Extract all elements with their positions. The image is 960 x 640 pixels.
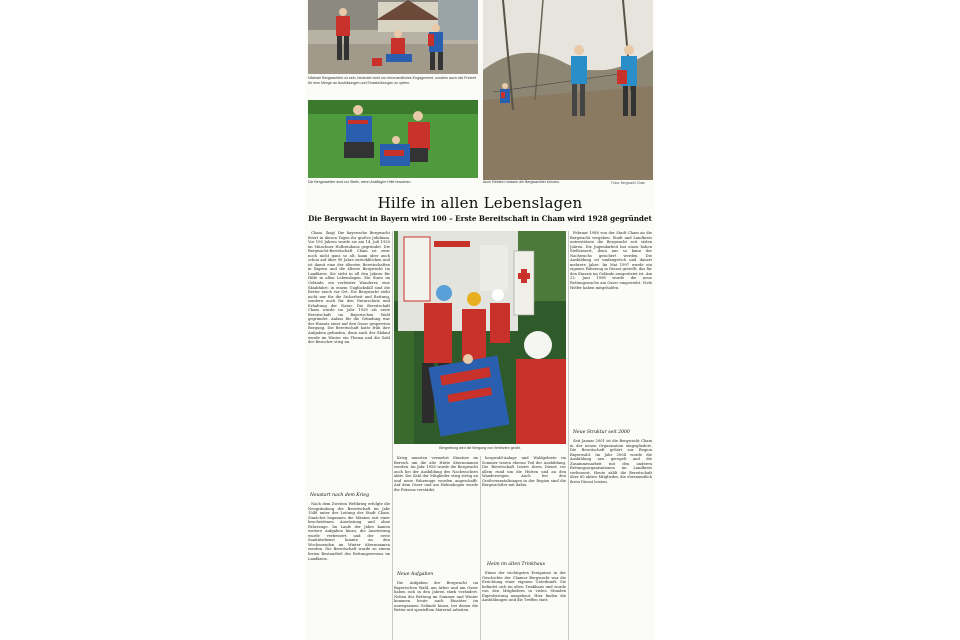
article-column-3-bottom-text: bergwald-Anlage und Waldgebiete im Sommer waren ebenso Teil der Ausbildung. Die Bereitschaft leistet ihren Dienst vor allem rund um die Hütten und an den Wanderwegen. Auch bei den Großveranstaltungen in der Region sind die Bergwachtler mit dabei. [482,456,566,488]
photo-ambulance-rescue [394,231,566,444]
article-headline: Hilfe in allen Lebenslagen [377,194,583,212]
photo-forest-slope [483,0,653,180]
article-column-4-top [570,231,652,427]
photo-team-rescue [308,0,478,74]
column-divider-1 [392,231,393,640]
article-column-1-top [308,231,390,489]
article-column-4-bottom [570,439,652,640]
column-divider-2 [480,456,481,640]
photo-forest-slope-image [483,0,653,180]
article-column-1-top-text: Cham. (kap) Die bayerische Bergwacht feiert in diesen Tagen ihr großes Jubiläum. Vor 100 Jahren wurde sie am 14. Juli 1920 im Münchner Hofbräuhaus gegründet. Die Bergwacht-Bereitschaft Cham ist zwar noch nicht ganz so alt, kann aber auch schon auf über 90 Jahre zurückblicken und ist damit eine der ältesten Bereitschaften in Bayern und die älteste Bergwacht im Landkreis. Sie steht in all den Jahren für Hilfe in allen Lebenslagen. Ein Sturz im Gelände, ein verletzter Wanderer, eine Skiabfahrt: in einem Unglücksfall sind die Retter rasch vor Ort. Die Bergwacht steht nicht nur für die Sicherheit und Rettung, sondern auch für den Naturschutz und Erhaltung der Natur. Die Bereitschaft Cham wurde im Jahr 1928 als erste Bereitschaft im Bayerischen Wald gegründet. Anlass für die Gründung war der Einsatz einer auf den Osser gesperrten Bergung. Die Bereitschaft hatte früh ihre Aufgaben gefunden, denn auch der Skilauf wurde im Winter ein Thema und die Zahl der Besucher stieg an. [308,231,390,345]
photo-team-rescue-image [308,0,478,74]
caption-center: Bergrettung wird die Bergung von Verletzten geübt. [439,446,521,450]
article-column-3-bottom2-text: Einen der wichtigsten Ereignisse in der Geschichte der Chamer Bergwacht war die Errichtung einer eigenen Unterkunft. Sie befindet sich im alten Trinkhaus und wurde von den Mitgliedern in vielen Stunden Eigenleistung ausgebaut. Hier finden die Ausbildungen und die Treffen statt. [482,571,566,603]
article-column-4-top-text: Februar 1988 von der Stadt Cham an die Bergwacht vergeben. Stadt und Landkreis unterstützen die Bergwacht seit vielen Jahren. Die Jugendarbeit hat einen hohen Stellenwert, denn nur so kann der Nachwuchs gesichert werden. Die Ausbildung ist umfangreich und dauert mehrere Jahre. Im Mai 1997 wurde ein eigenes Fahrzeug in Dienst gestellt, das für den Einsatz im Gelände ausgerüstet ist. Am 22. Juni 1998 wurde die neue Rettungswache am Osser eingeweiht. Viele Helfer haben mitgeholfen. [570,231,652,290]
article-column-2-bottom [394,456,478,568]
article-column-4-bottom-text: Seit Januar 2001 ist die Bergwacht Cham in der neuen Organisation eingegliedert. Die Bereitschaft gehört zur Region Bayerwald. Im Jahr 2004 wurde die Ausbildung neu geregelt und die Zusammenarbeit mit den anderen Rettungsorganisationen im Landkreis verbessert. Heute zählt die Bereitschaft über 60 aktive Mitglieder, die ehrenamtlich ihren Dienst leisten. [570,439,652,484]
photo-ambulance-rescue-image [394,231,566,444]
photo-grass-rescue-image [308,100,478,178]
subheading-heim-trinkhaus: Heim im alten Trinkhaus [487,562,545,567]
article-column-2-bottom-text: Krieg mussten vermehrt Einsätze im Bereich um die alte Hütte übernommen werden. Im Jahr 1958 wurde die Bergwacht auch bei der Ausbildung des Nachwuchses aktiv. Die Zahl der Mitglieder stieg stetig an und neue Fahrzeuge wurden angeschafft. Auf dem Osser und am Hohenbogen wurde die Präsenz verstärkt. [394,456,478,492]
article-column-2-bottom2 [394,581,478,640]
newspaper-page [305,0,655,640]
caption-mid-left: Die Bergwachtler sind zur Stelle, wenn Ausflügler Hilfe brauchen. [308,180,412,184]
photo-credit: Fotos: Bergwacht Cham [611,181,646,185]
article-column-2-bottom2-text: Die Aufgaben der Bergwacht im Bayerischen Wald, am Arber und am Osser haben sich in den Jahren stark verändert. Neben der Rettung im Sommer und Winter kommen heute auch Einsätze im unwegsamen Gelände hinzu, bei denen die Retter mit speziellem Material arbeiten. [394,581,478,613]
article-subheadline: Die Bergwacht in Bayern wird 100 – Erste Bereitschaft in Cham wird 1928 gegründet [308,214,652,223]
column-divider-3 [568,231,569,640]
article-column-1-bottom [308,502,390,640]
caption-mid-right: Auch Einfahrt müssen die Bergwachtler können. [483,180,560,184]
subheading-neue-aufgaben: Neue Aufgaben [397,572,434,577]
article-column-3-bottom2 [482,571,566,640]
article-column-1-bottom-text: Nach dem Zweiten Weltkrieg erfolgte die Neugründung der Bereitschaft im Jahr 1948 unter der Leitung der Stadt Cham. Zunächst begannen die Männer mit einer bescheidenen Ausrüstung und ohne Fahrzeuge. Im Laufe der Jahre kamen weitere Aufgaben hinzu, die Ausrüstung wurde verbessert und der erste Sanitätsdienst konnte an den Wochenenden im Winter übernommen werden. Die Bereitschaft wurde zu einem festen Bestandteil des Rettungswesens im Landkreis. [308,502,390,561]
subheading-neue-struktur: Neue Struktur seit 2000 [573,430,630,435]
article-column-3-bottom [482,456,566,558]
photo-grass-rescue [308,100,478,178]
subheading-neustart: Neustart nach dem Krieg [310,493,370,498]
caption-top-left: Nächste Bergwachtler zu sein, bedeutet nicht nur ehrenamtliches Engagement, sondern auch viel Freizeit für eine Menge an Ausbildungen und Einsatzübungen zu opfern. [308,76,477,85]
